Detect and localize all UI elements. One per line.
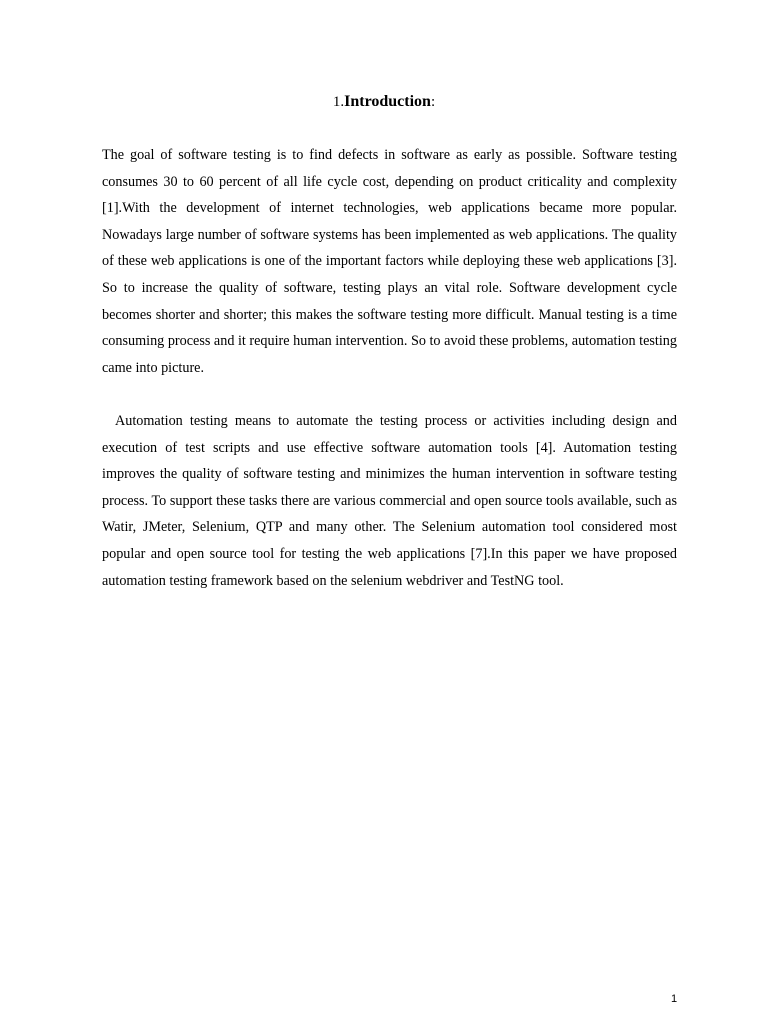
section-heading [0, 92, 768, 112]
section-title-suffix: : [430, 94, 436, 110]
page-number: 1 [670, 993, 678, 1005]
section-title: Introduction [344, 93, 431, 110]
section-number: 1. [332, 94, 345, 110]
body-paragraph-2: Automation testing means to automate the testing process or activities including design and execution of test scripts and use effective software automation tools [4]. Automation testing improves the quality of software testing and minimizes the human intervention in software testing process. To support these tasks there are various commercial and open source tools available, such as Watir, JMeter, Selenium, QTP and many other. The Selenium automation tool considered most popular and open source tool for testing the web applications [7].In this paper we have proposed automation testing framework based on the selenium webdriver and TestNG tool. [102, 413, 677, 589]
body-paragraph-1: The goal of software testing is to find defects in software as early as possible. Software testing consumes 30 to 60 percent of all life cycle cost, depending on product criticality and complexity [1].With the development of internet technologies, web applications became more popular. Nowadays large number of software systems has been implemented as web applications. The quality of these web applications is one of the important factors while deploying these web applications [3]. So to increase the quality of software, testing plays an vital role. Software development cycle becomes shorter and shorter; this makes the software testing more difficult. Manual testing is a time consuming process and it require human intervention. So to avoid these problems, automation testing came into picture. [102, 147, 677, 376]
